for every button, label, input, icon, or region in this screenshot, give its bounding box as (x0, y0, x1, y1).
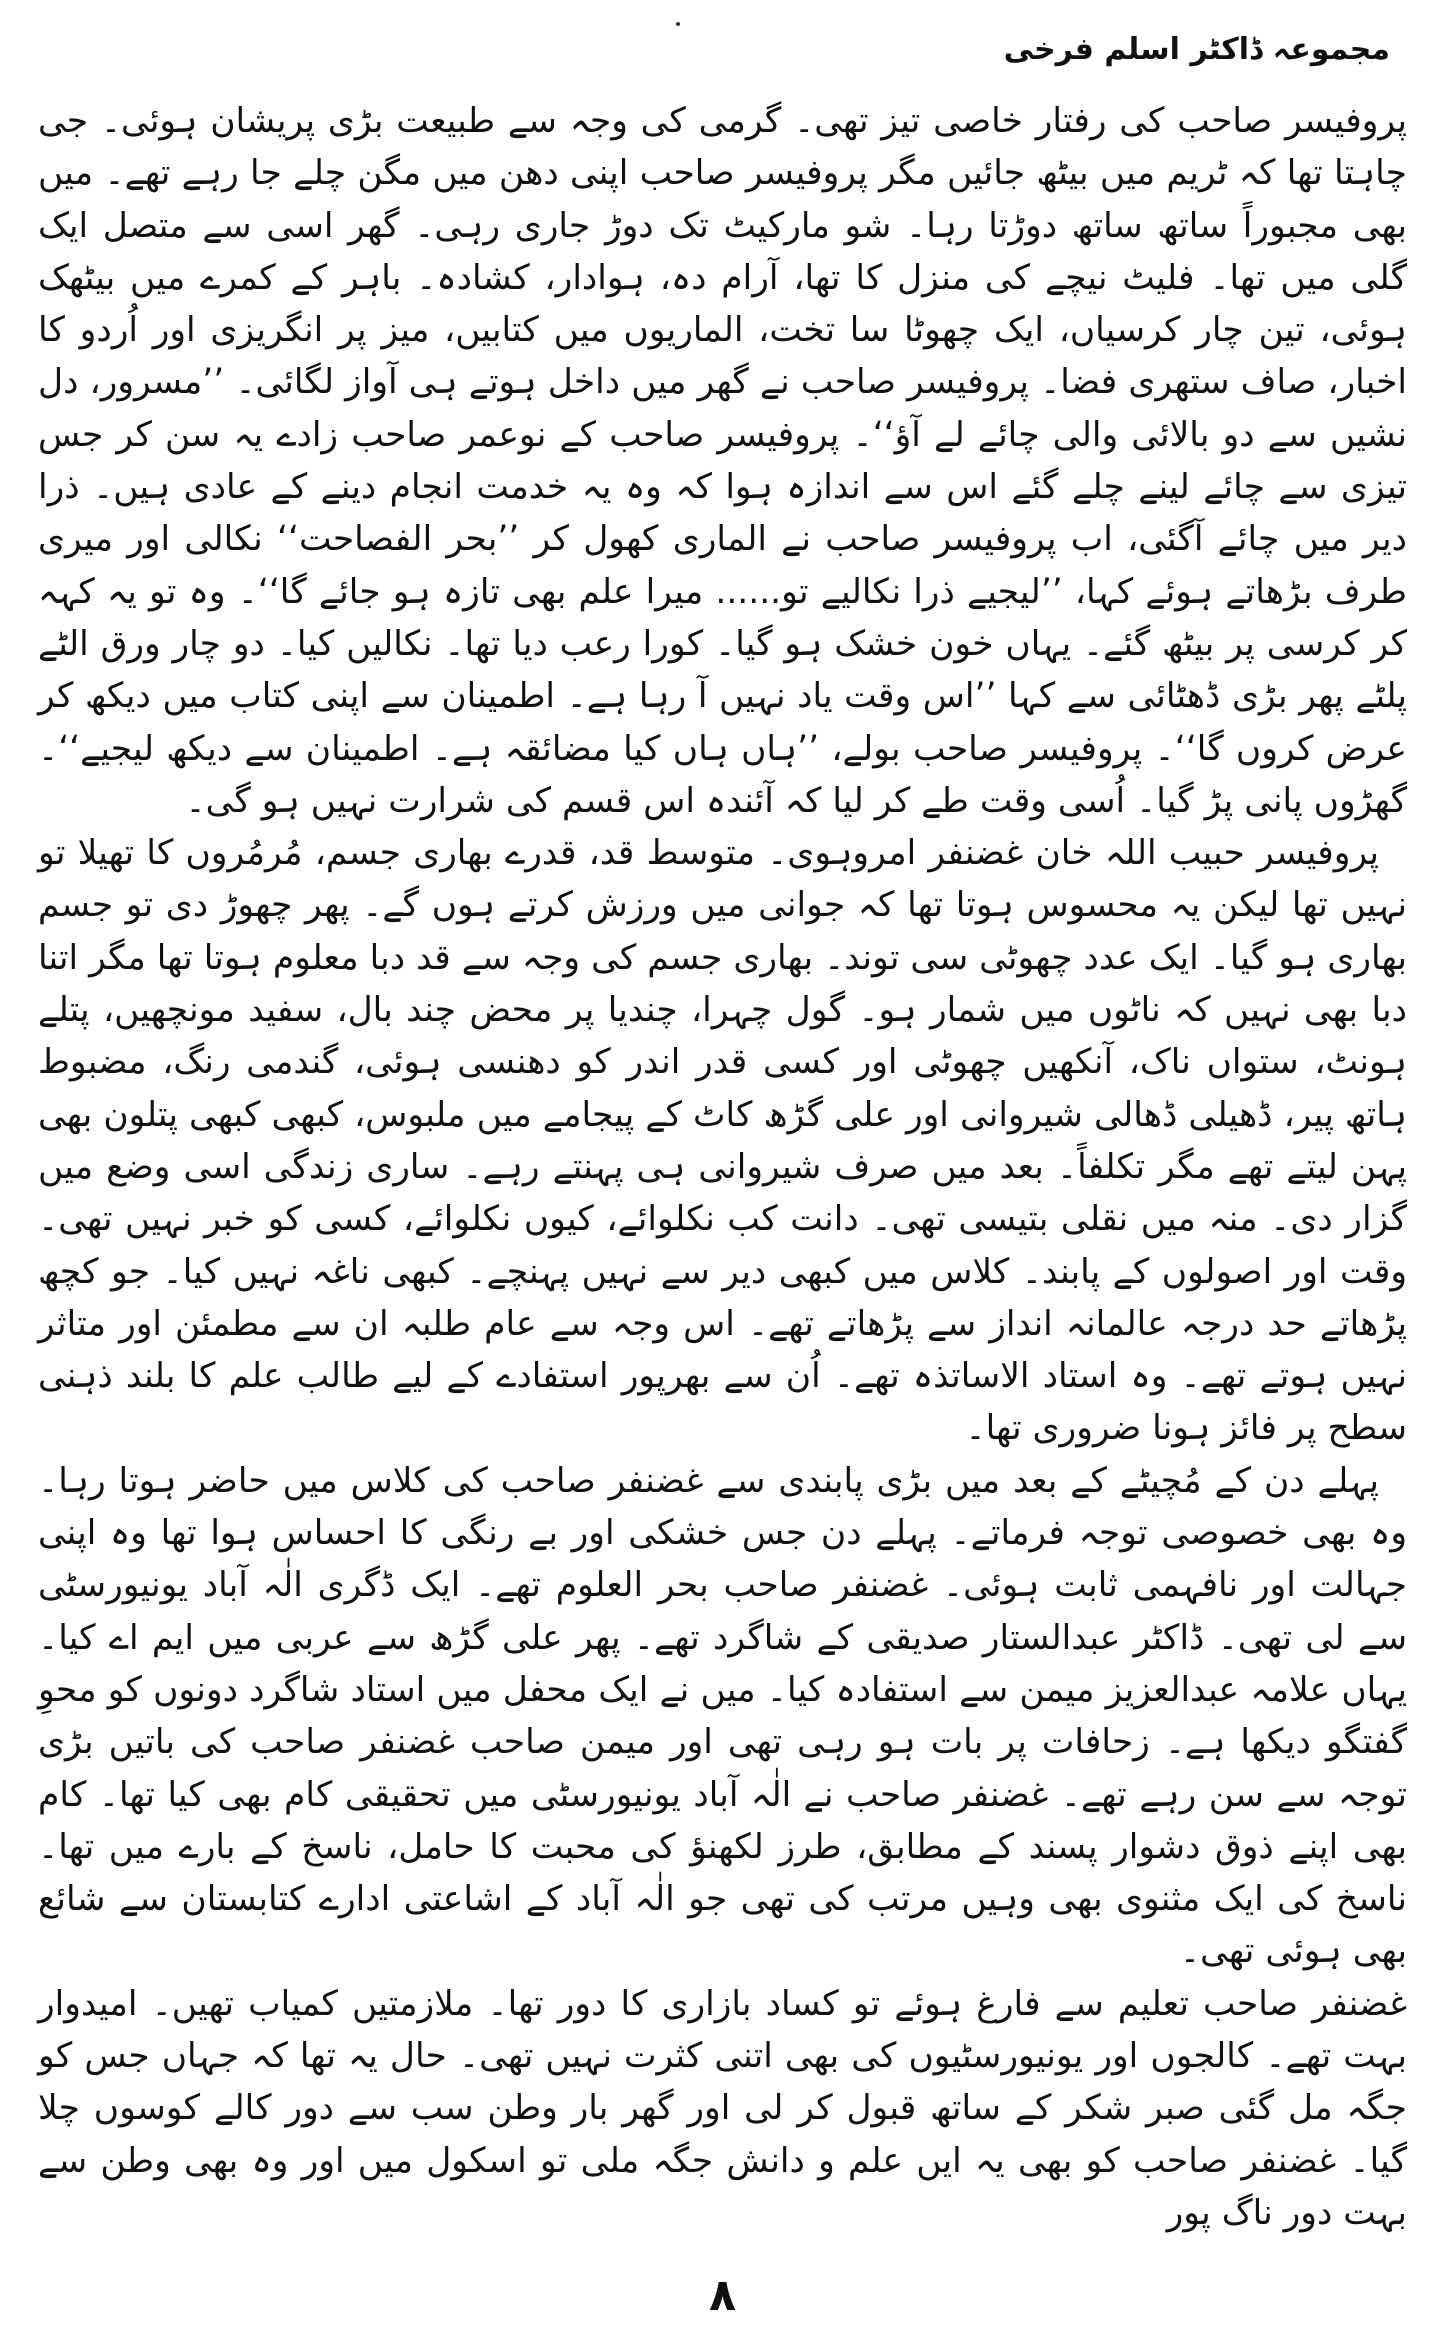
body-text (38, 95, 1407, 2239)
running-header: مجموعہ ڈاکٹر اسلم فرخی (1003, 32, 1390, 67)
paragraph: پروفیسر حبیب اللہ خان غضنفر امروہوی۔ متوسط قد، قدرے بھاری جسم، مُرمُروں کا تھیلا تو نہیں تھا لیکن یہ محسوس ہوتا تھا کہ جوانی میں ورزش کرتے ہوں گے۔ پھر چھوڑ دی تو جسم بھاری ہو گیا۔ ایک عدد چھوٹی سی توند۔ بھاری جسم کی وجہ سے قد دبا معلوم ہوتا تھا مگر اتنا دبا بھی نہیں کہ ناٹوں میں شمار ہو۔ گول چہرا، چندیا پر محض چند بال، سفید مونچھیں، پتلے ہونٹ، ستواں ناک، آنکھیں چھوٹی اور کسی قدر اندر کو دھنسی ہوئی، گندمی رنگ، مضبوط ہاتھ پیر، ڈھیلی ڈھالی شیروانی اور علی گڑھ کاٹ کے پیجامے میں ملبوس، کبھی کبھی پتلون بھی پہن لیتے تھے مگر تکلفاً۔ بعد میں صرف شیروانی ہی پہنتے رہے۔ ساری زندگی اسی وضع میں گزار دی۔ منہ میں نقلی بتیسی تھی۔ دانت کب نکلوائے، کیوں نکلوائے، کسی کو خبر نہیں تھی۔ وقت اور اصولوں کے پابند۔ کلاس میں کبھی دیر سے نہیں پہنچے۔ کبھی ناغہ نہیں کیا۔ جو کچھ پڑھاتے حد درجہ عالمانہ انداز سے پڑھاتے تھے۔ اس وجہ سے عام طلبہ ان سے مطمئن اور متاثر نہیں ہوتے تھے۔ وہ استاد الاساتذہ تھے۔ اُن سے بھرپور استفادے کے لیے طالب علم کا بلند ذہنی سطح پر فائز ہونا ضروری تھا۔ (38, 833, 1407, 1449)
paragraph: غضنفر صاحب تعلیم سے فارغ ہوئے تو کساد بازاری کا دور تھا۔ ملازمتیں کمیاب تھیں۔ امیدوار بہت تھے۔ کالجوں اور یونیورسٹیوں کی بھی اتنی کثرت نہیں تھی۔ حال یہ تھا کہ جہاں جس کو جگہ مل گئی صبر شکر کے ساتھ قبول کر لی اور گھر بار وطن سب سے دور کالے کوسوں چلا گیا۔ غضنفر صاحب کو بھی یہ ایں علم و دانش جگہ ملی تو اسکول میں اور وہ بھی وطن سے بہت دور ناگ پور (38, 1983, 1407, 2233)
paragraph: پروفیسر صاحب کی رفتار خاصی تیز تھی۔ گرمی کی وجہ سے طبیعت بڑی پریشان ہوئی۔ جی چاہتا تھا کہ ٹریم میں بیٹھ جائیں مگر پروفیسر صاحب اپنی دھن میں مگن چلے جا رہے تھے۔ میں بھی مجبوراً ساتھ ساتھ دوڑتا رہا۔ شو مارکیٹ تک دوڑ جاری رہی۔ گھر اسی سے متصل ایک گلی میں تھا۔ فلیٹ نیچے کی منزل کا تھا، آرام دہ، ہوادار، کشادہ۔ باہر کے کمرے میں بیٹھک ہوئی، تین چار کرسیاں، ایک چھوٹا سا تخت، الماریوں میں کتابیں، میز پر انگریزی اور اُردو کا اخبار، صاف ستھری فضا۔ پروفیسر صاحب نے گھر میں داخل ہوتے ہی آواز لگائی۔ ’’مسرور، دل نشیں سے دو بالائی والی چائے لے آؤ‘‘۔ پروفیسر صاحب کے نوعمر صاحب زادے یہ سن کر جس تیزی سے چائے لینے چلے گئے اس سے اندازہ ہوا کہ وہ یہ خدمت انجام دینے کے عادی ہیں۔ ذرا دیر میں چائے آگئی، اب پروفیسر صاحب نے الماری کھول کر ’’بحر الفصاحت‘‘ نکالی اور میری طرف بڑھاتے ہوئے کہا، ’’لیجیے ذرا نکالیے تو...... میرا علم بھی تازہ ہو جائے گا‘‘۔ وہ تو یہ کہہ کر کرسی پر بیٹھ گئے۔ یہاں خون خشک ہو گیا۔ کورا رعب دیا تھا۔ نکالیں کیا۔ دو چار ورق الٹے پلٹے پھر بڑی ڈھٹائی سے کہا ’’اس وقت یاد نہیں آ رہا ہے۔ اطمینان سے اپنی کتاب میں دیکھ کر عرض کروں گا‘‘۔ پروفیسر صاحب بولے، ’’ہاں ہاں کیا مضائقہ ہے۔ اطمینان سے دیکھ لیجیے‘‘۔ گھڑوں پانی پڑ گیا۔ اُسی وقت طے کر لیا کہ آئندہ اس قسم کی شرارت نہیں ہو گی۔ (38, 101, 1407, 821)
header-dot (676, 22, 680, 26)
paragraph: پہلے دن کے مُچیٹے کے بعد میں بڑی پابندی سے غضنفر صاحب کی کلاس میں حاضر ہوتا رہا۔ وہ بھی خصوصی توجہ فرماتے۔ پہلے دن جس خشکی اور بے رنگی کا احساس ہوا تھا وہ اپنی جہالت اور نافہمی ثابت ہوئی۔ غضنفر صاحب بحر العلوم تھے۔ ایک ڈگری الٰہ آباد یونیورسٹی سے لی تھی۔ ڈاکٹر عبدالستار صدیقی کے شاگرد تھے۔ پھر علی گڑھ سے عربی میں ایم اے کیا۔ یہاں علامہ عبدالعزیز میمن سے استفادہ کیا۔ میں نے ایک محفل میں استاد شاگرد دونوں کو محوِ گفتگو دیکھا ہے۔ زحافات پر بات ہو رہی تھی اور میمن صاحب غضنفر صاحب کی باتیں بڑی توجہ سے سن رہے تھے۔ غضنفر صاحب نے الٰہ آباد یونیورسٹی میں تحقیقی کام بھی کیا تھا۔ کام بھی اپنے ذوق دشوار پسند کے مطابق، طرز لکھنؤ کی محبت کا حامل، ناسخ کے بارے میں تھا۔ ناسخ کی ایک مثنوی بھی وہیں مرتب کی تھی جو الٰہ آباد کے اشاعتی ادارے کتابستان سے شائع بھی ہوئی تھی۔ (38, 1460, 1407, 1972)
page-number: ۸ (709, 2270, 736, 2321)
